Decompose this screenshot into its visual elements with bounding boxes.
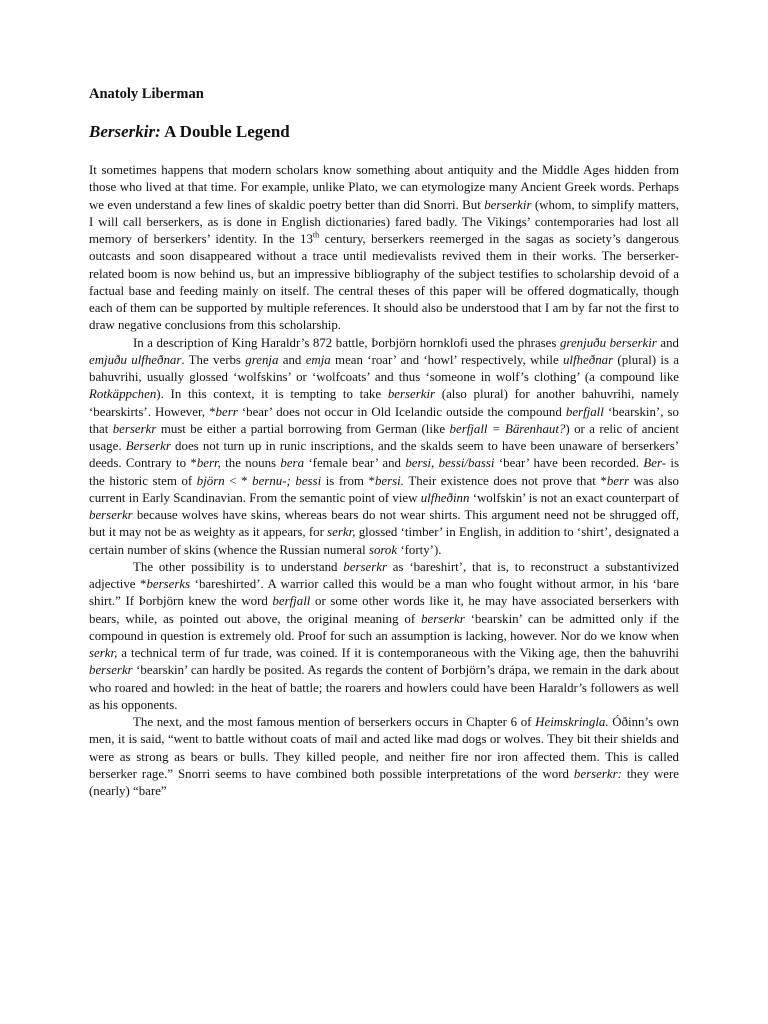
text-run: mean ‘roar’ and ‘howl’ respectively, while	[330, 352, 563, 367]
text-run: ). In this context, it is tempting to take	[156, 387, 388, 402]
italic-term: berr	[606, 473, 630, 488]
italic-term: emja	[305, 352, 331, 367]
italic-term: berfjall	[565, 404, 604, 419]
text-run: a technical term of fur trade, was coined. If it is contemporaneous with the Viking age, then the bahuvrihi	[117, 646, 679, 660]
text-run: The next, and the most famous mention of berserkers occurs in Chapter 6 of	[133, 715, 536, 729]
italic-term: Ber-	[643, 456, 667, 471]
italic-term: berserkr	[89, 508, 133, 522]
text-run: (whom, to simplify matters, I will call berserkers, as is done in English dictionaries) fared badly. The Vikings’ contemporaries had lost all memory of berserkers’ identity. In the 13	[89, 197, 679, 246]
italic-term: bernu-; bessi	[252, 473, 322, 488]
author-name: Anatoly Liberman	[89, 86, 204, 102]
text-run: they were (nearly) “bare”	[89, 766, 680, 798]
italic-term: berserkr	[89, 663, 133, 678]
italic-term: berr	[215, 404, 238, 419]
text-run: ‘forty’).	[397, 542, 442, 557]
text-run: century, berserkers reemerged in the sagas as society’s dangerous outcasts and soon disappeared without a trace until medievalists revived them in their works. The berserker-related boom is now behind us, but an impressive bibliography of the subject testifies to scholarship devoid of a factual base and feeding mainly on itself. The central theses of this paper will be offered dogmatically, though each of them can be supported by multiple references. It should also be understood that I am by far not the first to draw negative conclusions from this scholarship.	[89, 232, 679, 333]
text-run: ‘bearskin’ can hardly be posited. As regards the content of Þorbjörn’s drápa, we remain in the dark about who roared and howled: in the heat of battle; the roarers and howlers could have been Haraldr’s followers as well as his opponents.	[89, 663, 679, 712]
italic-term: bera	[280, 456, 305, 471]
italic-term: grenja	[245, 352, 279, 367]
text-run: because wolves have skins, whereas bears do not wear shirts. This argument need not be shrugged off, but it may not be as weighty as it appears, for	[89, 508, 679, 540]
italic-term: emjuðu ulfheðnar	[89, 352, 182, 367]
italic-term: berserkir	[484, 197, 532, 212]
article-body	[89, 162, 679, 800]
text-run: Óðinn’s own men, it is said, “went to battle without coats of mail and acted like mad dogs or wolves. They bit their shields and were as strong as bears or bulls. They killed people, and neither fire nor iron affected them. This is called berserker rage.” Snorri seems to have combined both possible interpretations of the word	[89, 715, 679, 781]
italic-term: Berserkr	[125, 439, 171, 453]
italic-term: berfjall	[272, 594, 311, 609]
italic-term: bersi, bessi/bassi	[405, 456, 495, 471]
superscript: th	[312, 230, 320, 240]
text-run: ‘bear’ does not occur in Old Icelandic outside the compound	[237, 404, 566, 419]
text-run: is the historic stem of	[89, 456, 680, 488]
text-run: must be either a partial borrowing from German (like	[156, 421, 450, 436]
text-run: and	[656, 335, 679, 350]
text-run: ‘bear’ have been recorded.	[494, 456, 644, 471]
italic-term: ulfheðnar	[562, 352, 614, 367]
article-title	[89, 122, 290, 142]
text-run: as ‘bareshirt’, that is, to reconstruct a substantivized adjective *	[89, 559, 679, 591]
text-run: ‘bearskin’, so that	[89, 404, 680, 436]
text-run: In a description of King Haraldr’s 872 battle, Þorbjörn hornklofi used the phrases	[133, 335, 560, 350]
text-run: (also plural) for another bahuvrihi, namely ‘bearskirts’. However, *	[89, 387, 679, 419]
italic-term: Rotkäppchen	[89, 387, 157, 402]
text-run: ‘bearskin’ can be admitted only if the compound in question is extremely old. Proof for such an assumption is lacking, however. Nor do we know when	[89, 611, 679, 643]
paragraph	[89, 335, 679, 559]
text-run: ‘female bear’ and	[304, 456, 406, 471]
paragraph	[89, 714, 679, 800]
italic-term: berserkir	[387, 387, 436, 402]
text-run: The other possibility is to understand	[133, 559, 344, 574]
text-run: ) or a relic of ancient usage.	[89, 421, 679, 453]
title-italic: Berserkir:	[89, 122, 161, 141]
italic-term: berfjall = Bärenhaut?	[449, 421, 566, 436]
text-run: . The verbs	[181, 352, 246, 367]
italic-term: sorok	[368, 542, 398, 557]
text-run: is from *	[321, 473, 375, 488]
italic-term: berserkr	[421, 611, 465, 626]
text-run: (plural) is a bahuvrihi, usually glossed ‘wolfskins’ or ‘wolfcoats’ and thus ‘someone in wolf’s clothing’ (a compound like	[89, 352, 680, 384]
text-run: or some other words like it, he may have associated berserkers with bears, while, as pointed out above, the original meaning of	[89, 594, 679, 626]
paragraph	[89, 559, 679, 714]
italic-term: grenjuðu berserkir	[559, 335, 657, 350]
italic-term: berserkr	[112, 421, 157, 436]
text-run: ‘wolfskin’ is not an exact counterpart of	[469, 490, 679, 505]
paragraph	[89, 162, 679, 335]
italic-term: bersi.	[374, 473, 404, 488]
text-run: the nouns	[220, 456, 281, 471]
italic-term: berserkr	[343, 559, 387, 574]
italic-term: Heimskringla.	[535, 715, 609, 729]
italic-term: serkr,	[327, 525, 356, 540]
text-run: glossed ‘timber’ in English, in addition to ‘shirt’, designated a certain number of skins (whence the Russian numeral	[89, 525, 679, 557]
text-run: does not turn up in runic inscriptions, and the skalds seem to have been unaware of berserkers’ deeds. Contrary to *	[89, 439, 680, 471]
text-run: It sometimes happens that modern scholars know something about antiquity and the Middle Ages hidden from those who lived at that time. For example, unlike Plato, we can etymologize many Ancient Greek words. Perhaps we even understand a few lines of skaldic poetry better than did Snorri. But	[89, 163, 679, 212]
text-run: Their existence does not prove that *	[403, 473, 607, 488]
text-run: was also current in Early Scandinavian. From the semantic point of view	[89, 473, 679, 505]
title-rest: A Double Legend	[160, 122, 290, 141]
italic-term: berserks	[146, 577, 191, 591]
italic-term: berr,	[196, 456, 221, 471]
italic-term: ulfheðinn	[420, 490, 470, 505]
text-run: and	[278, 352, 306, 367]
italic-term: björn	[196, 473, 225, 488]
italic-term: serkr,	[89, 646, 118, 660]
text-run: < *	[224, 473, 253, 488]
italic-term: berserkr:	[573, 766, 622, 781]
text-run: ‘bareshirted’. A warrior called this would be a man who fought without armor, in his ‘bare shirt.” If Þorbjörn knew the word	[89, 577, 679, 609]
